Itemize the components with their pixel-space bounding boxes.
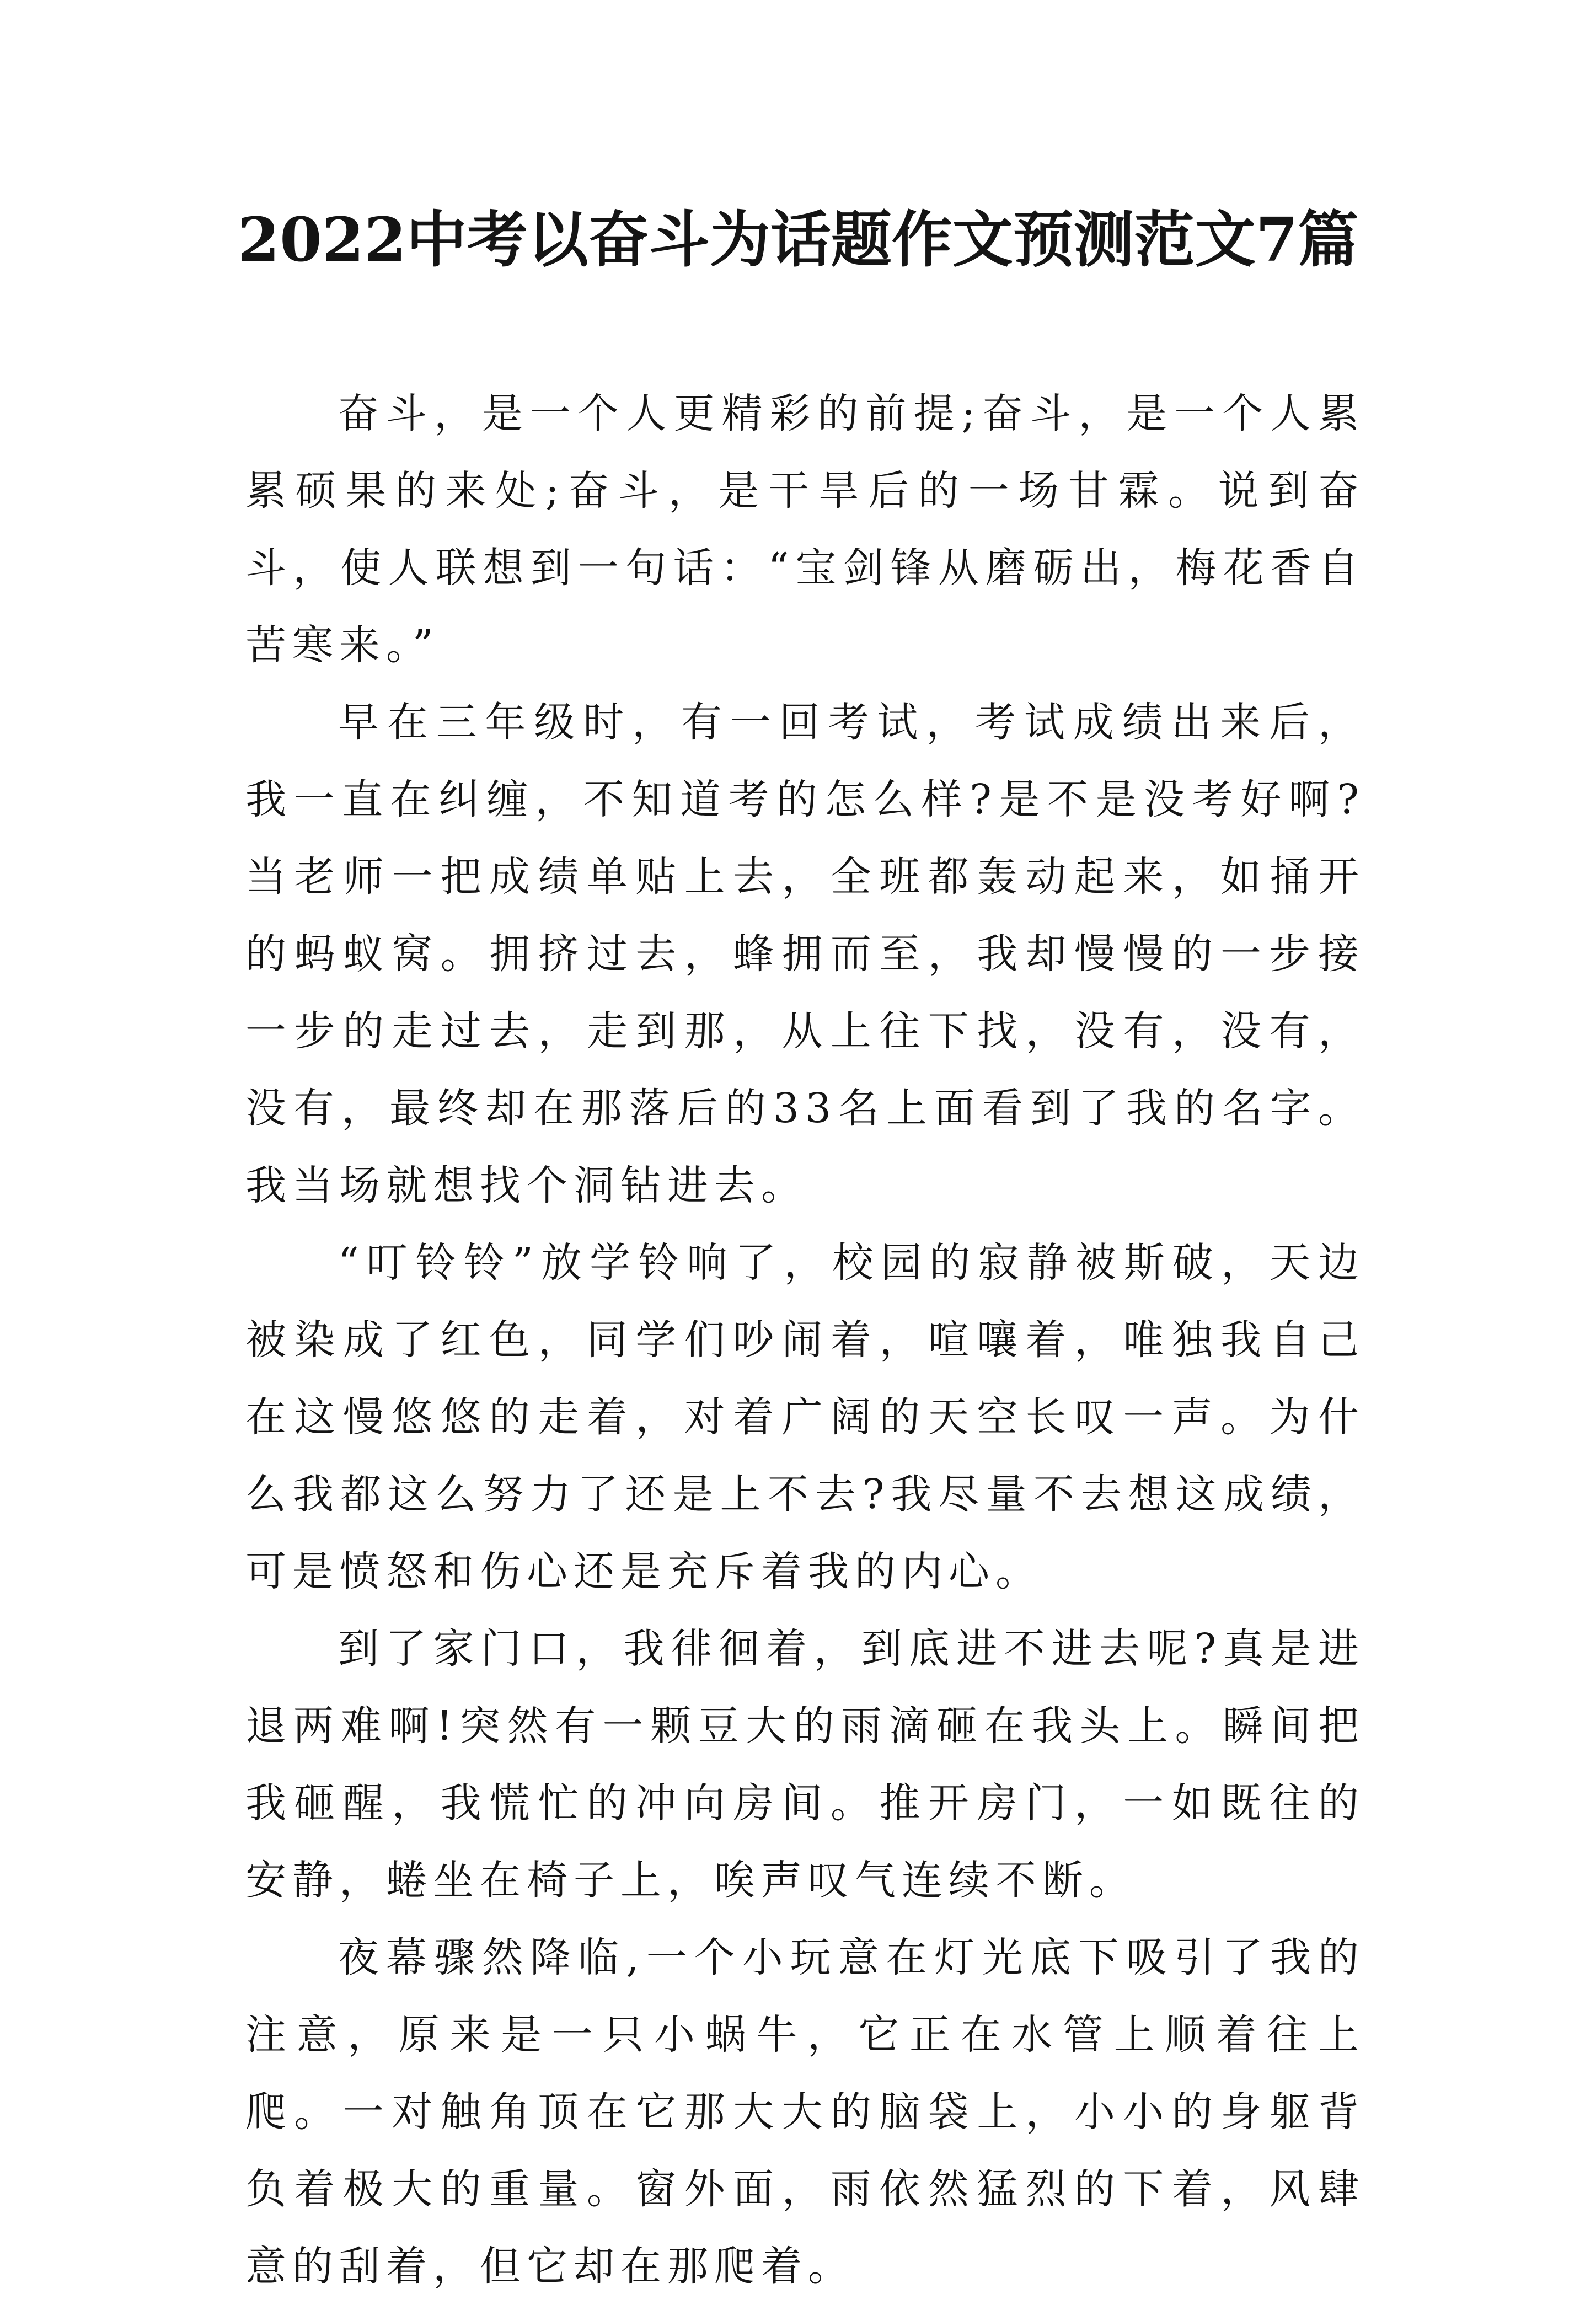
document-body [245, 375, 1365, 2305]
paragraph-3: “叮铃铃”放学铃响了，校园的寂静被斯破，天边被染成了红色，同学们吵闹着，喧嚷着，唯独我自己在这慢悠悠的走着，对着广阔的天空长叹一声。为什么我都这么努力了还是上不去?我尽量不去想这成绩，可是愤怒和伤心还是充斥着我的内心。 [245, 1239, 1365, 1595]
paragraph-4: 到了家门口，我徘徊着，到底进不进去呢?真是进退两难啊!突然有一颗豆大的雨滴砸在我头上。瞬间把我砸醒，我慌忙的冲向房间。推开房门，一如既往的安静，蜷坐在椅子上，唉声叹气连续不断。 [245, 1625, 1365, 1904]
paragraph-2: 早在三年级时，有一回考试，考试成绩出来后，我一直在纠缠，不知道考的怎么样?是不是没考好啊?当老师一把成绩单贴上去，全班都轰动起来，如捅开的蚂蚁窝。拥挤过去，蜂拥而至，我却慢慢的一步接一步的走过去，走到那，从上往下找，没有，没有，没有，最终却在那落后的33名上面看到了我的名字。我当场就想找个洞钻进去。 [245, 699, 1365, 1209]
paragraph-1: 奋斗，是一个人更精彩的前提;奋斗，是一个人累累硕果的来处;奋斗，是干旱后的一场甘霖。说到奋斗，使人联想到一句话：“宝剑锋从磨砺出，梅花香自苦寒来。” [245, 390, 1365, 669]
paragraph-5: 夜幕骤然降临,一个小玩意在灯光底下吸引了我的注意，原来是一只小蜗牛，它正在水管上顺着往上爬。一对触角顶在它那大大的脑袋上，小小的身躯背负着极大的重量。窗外面，雨依然猛烈的下着，风肆意的刮着，但它却在那爬着。 [245, 1934, 1365, 2290]
document-title: 2022中考以奋斗为话题作文预测范文7篇 [237, 204, 1359, 275]
